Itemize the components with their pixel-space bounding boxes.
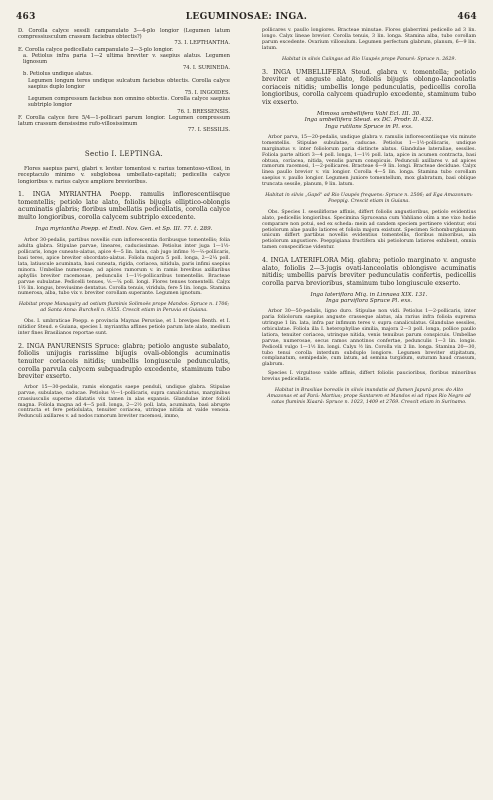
right-page-number: 464 [457,12,477,22]
key-entry: Legumen compressum faciebus non omnino obtectis. Corolla calyce saepius subtriplo longior [28,96,230,109]
species-heading-3: 3. INGA UMBELLIFERA Steud. glabra v. tomentella; petiolo breviter et anguste alato, foliolis bijugis oblongo-lanceolatis coriaceis nitidis; umbellis longe pedunculatis, pedicellis corolla longioribus, corolla calycem quadruplo excedente, staminum tubo vix exserto. [262,68,476,106]
key-entry: b. Petiolus undique alatus. [23,71,93,78]
species-description: Arbor parva, 15—20-pedalis, undique glabra v. ramulis inflorescentiisque vix minute tomentellis. Stipulae subulatae, caducae. Petiolus 1—1½-pollicaris, undique marginatus v. inter foliolorum paria distincte alatus. Glandulae lateraliae, sessiles. Foliola parte altiori 3—4 poll. longa, 1—1½ poll. lata, apice in acumen contracta, basi obtusa, coriacea, nitida, venulis parum conspicuis. Pedunculi axillares v. ad apices ramorum racemosi, 1—2-pollicares. Bracteae 6—9 lin. longi. Bracteae deciduae. Calyx linea paullo brevior v. vix longior. Corolla 4—5 lin. longa. Stamina tubo corollam saepius v. paullo longior. Legumen juniore tomentellum, mox glabratum, basi oblique truncata sessile, planum, 9 lin. latum. [262,134,476,188]
left-column [18,28,230,420]
species-description: Arbor 15—30-pedalis, ramis elongatis saepe penduli, undique glabra. Stipulae parvae, subulatae, caducae. Petiolus ½—1-pollicaris, supra canaliculatus, marginibus crassiusculis superne dilatatis vix tamen in alas expansis. Glandulae inter folioli magna. Foliola magna ad 4—5 poll. longa, 2—2½ poll. lata, acuminata, basi abrupte contracta et fere petiolulata, tenuiter coriacea, utrinque nitida at valde venosa. Pedunculi axillares v. ad nodos ramorum breviter racemosi, immo, [18,384,230,420]
identification-key [18,28,230,133]
continued-description: pollicares v. paullo longiores. Bracteae minutae. Flores glaberrimi pedicello ad 3 lin. longo. Calyx lineae brevior. Corolla tenuis, 3 lin. longa. Stamina alba, tubo corollam parum excedente. Ovarium villosulum. Legumen perfectum glabrum, planum, 6—9 lin. latum. [262,28,476,51]
species-heading-2: 2. INGA PANURENSIS Spruce: glabra; petiolo anguste subalato, foliolis unijugis rarissime bijugis ovali-oblongis acuminatis tenuiter coriaceis nitidis; umbellis longiuscule pedunculatis, corolla parvula calycem subquadruplo excedente, staminum tubo breviter exserto. [18,342,230,381]
key-entry: a. Petiolus infra paria 1—2 ultima breviter v. saepius alatus. Legumen lignosum [23,52,230,66]
citation: Mimosa umbellifera Vahl Ecl. III. 30. [316,110,422,117]
key-entry-end: 75. I. INGOIDES. [184,90,230,97]
citation: Inga rutilans Spruce in Pl. exs. [325,124,413,131]
key-entry-end: 77. I. SESSILIS. [187,127,230,134]
observation-note: Species I. virgultoso valde affinis, differt foliolis paucioribus, floribus minoribus brevius pedicellatis. [262,371,476,383]
habitat-note: Habitat prope Manaquiry ad ostium fluminis Solimoës prope Mandos: Spruce n. 1706; ad Santa Anna: Burchell n. 9355. Crescit etiam in Peruvia et Guiana. [18,302,230,314]
running-title: LEGUMINOSAE: INGA. [185,12,308,22]
species-description: Arbor 30-pedalis, partibus novellis cum inflorescentia floribusque tomentellis; folia adulta glabra. Stipulae parvae, lineares, caducissimae. Petiolus inter juga 1—1½-pollicaris, longe cuneato-alatus, apice 4—5 lin. latus, cab jugo infimo ½—⅔-pollicaris, basi teres, apice breviter obcordato-alatus. Foliola majora 5 poll. longa, 2—2¼ poll. lata, latiuscule acuminata, basi cuneata, rigida, coriacea, nitidula, paris infimi saepius minora. Umbellae numerosae, ad apices ramorum v. in ramis brevibus axillaribus aphyllis breviter racemosae, pedunculis 1—1½-pollicaribus tomentellis. Bracteae parvae subulatae. Pedicelli tenues, ⅙—¼ poll. longi. Flores tenues tomentelli. Calyx 1½ lin. longus, breviusime dentatus. Corolla tenuis, viridula, fere 5 lin. longa. Stamina numerosa, alba, tubo vix v. breviter corollam superante. Legumen ignotum. [18,238,230,297]
right-column [262,28,476,411]
habitat-note: Habitat in silvis „Gapó" ad Rio Uaupés frequens: Spruce n. 2506; ad Ega Amazonum: Poeppig. Crescit etiam in Guiana. [265,193,473,204]
species-description: Arbor 30—50-pedalis, ligno duro. Stipulae non vidi. Petiolus 1—2-pollicaris, inter paria foliolorum saepius anguste crasseque alatus, ala rarius infra foliola suprema utrinque 1 lin. lata, infra par infimum teres v. supra canaliculatus. Glandulae sessiles, orbiculatae. Foliola illa I. heterophyllae similia, majora 2—3 poll. longa, pollice paullo latiora, tenuiter coriacea, utrinque nitida, venis tenuibus parum conspicuis. Umbellae parvae, numerosae, secus ramos annotinos confertae, pedunculis 1—3 lin. longis. Pedicelli vulgo 1—1½ lin. longi. Calyx ½ lin. Corolla vix 2 lin. longa. Stamina 20—30, tubo tenui corolla interdum subduplo longiore. Legumen breviter stipitatum, complanatum, semipedale, cum latum, ad semina turgidum, suturam haud crassum, glabrum. [262,309,476,368]
section-description: Flores saepius parvi, glabri v. leviter tomentosi v. rarius tomentoso-villosi, in receptaculo minimo v. subglobosa umbellato-capitati; pedicellis calyce longioribus v. rarius calyce ampliore brevioribus. [18,165,230,185]
key-entry-end: 76. I. BRESSENSIS. [177,108,230,115]
observation-note: Obs. I. umbraticae Poepp. e provincia Maynas Peruviae, et I. brevipes Benth. et I. nitidior Steud. e Guiana, species I. myriantha affines petiolo parum late alato, medium inter fines Brasilianos reportae sunt. [18,319,230,336]
key-entry: Legumen longum teres undique sulcatum faciebus obtectis. Corolla calyce saepius duplo longior [28,77,230,90]
citation: Inga parviflora Spruce Pl. exs. [325,298,413,305]
habitat-note: Habitat in Brasiliae borealis in silvis inundatis ad flumen Japurá prov. do Alto Amazonas et ad Pará: Martius; prope Santarem et Mandos ei ad ripas Rio Negro ad catas fluminis Xiaará: Spruce n. 1023, 1409 et 2769. Crescit etiam in Surinamo. [267,388,471,405]
key-entry-end: 74. I. SURINEDA. [182,65,230,72]
citation: Inga myriantha Poepp. et Endl. Nov. Gen. et Sp. III. 77. t. 289. [35,226,213,233]
citation: Inga lateriflora Miq. in Linnaea XIX. 131. [310,291,428,298]
key-entry: F. Corolla calyce fere 5/4—1-pollicari parum longior. Legumen compressum latum crassum densissime rufo-villosissimum [18,114,230,128]
observation-note: Obs. Species I. sessiliflorae affinis, differt foliolis angustioribus, petiolo evidentius alato, pedicellis longioribus. Specimina Spruceana cum Vahliano olim a me vixo hodie comparare non potui, sed ex scheda: mein ad candem speciem pertinere videntur, etsi petiolorum alae paullo latiores et foliola majora existunt. Specimen Schomburgkianum unicum differt partibus novellis evidentius tomentellis, floribus minoribus, ala petiolorum angustiore. Poeppigiana fructifera ubi petiolorum latiores exhibent, omnia tamen conspecificae videntur. [262,209,476,251]
running-header [16,12,477,26]
left-page-number: 463 [16,12,36,22]
species-heading-1: 1. INGA MYRIANTHA Poepp. ramulis inflorescentiisque tomentellis; petiolo late alato, foliolis bijugis elliptico-oblongis acuminatis glabris; floribus umbellatis pedicellatis, corolla calyce multo longioribus, corolla calycem subtriplo excedente. [18,191,230,221]
key-entry-end: 73. I. LEPTHANTHA. [174,40,230,47]
key-entry: D. Corolla calyce sessili campanulato 3—4-plo longior (Legumen latum compressiusculum crassum faciebus obtectis?) [18,28,230,41]
citation: Inga umbellifera Steud. ex DC. Prodr. II. 432. [304,117,434,124]
key-entry: E. Corolla calyce pedicellato campanulato 2—3-plo longior. [18,46,174,53]
habitat-note: Habitat in silvis Caiingas ad Rio Uaupés prope Panuré: Spruce n. 2629. [282,56,456,62]
species-heading-4: 4. INGA LATERIFLORA Miq. glabra; petiolo marginato v. anguste alato, foliolis 2—3-jugis ovati-lanceolatis oblongisve acuminatis nitidis; umbellis parvis breviter pedunculatis confertis, pedicellis corolla parva brevioribus, staminum tubo longiuscule exserto. [262,257,476,287]
section-title: Sectio I. LEPTINGA. [84,150,164,159]
